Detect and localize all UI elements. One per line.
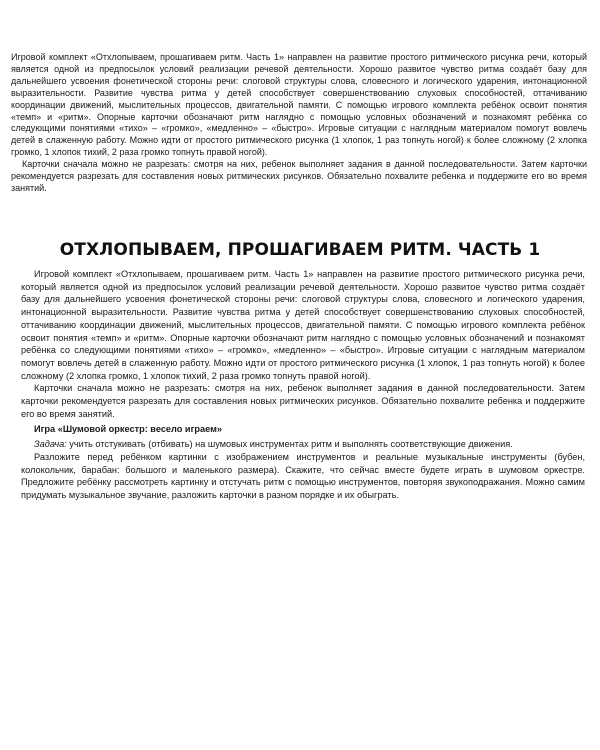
task-text: учить отстукивать (отбивать) на шумовых инструментах ритм и выполнять соответствующие движения. [66,439,513,450]
page-title: ОТХЛОПЫВАЕМ, ПРОШАГИВАЕМ РИТМ. ЧАСТЬ 1 [59,240,541,260]
task-label: Задача: [34,439,67,450]
instructions-paragraph: Разложите перед ребёнком картинки с изображением инструментов и реальные музыкальные инструменты (бубен, колокольчик, барабан: большого и маленького размера). Скажите, что сейчас вместе будете играть в шумовом оркестре. Предложите ребёнку рассмотреть картинку и отстучать ритм с помощью инструментов, повторяя звукоподражания. Можно самим придумать музыкальное звучание, разложить карточки в разном порядке и их обыграть. [21,451,585,500]
top-paragraph-2: Карточки сначала можно не разрезать: смотря на них, ребенок выполняет задания в данной последовательности. Затем карточки рекомендуется разрезать для составления новых ритмических рисунков. Обязательно похвалите ребенка и поддержите его во время занятий. [11,159,587,193]
body-text [21,268,585,502]
task-paragraph [21,438,585,451]
intro-paragraph-1: Игровой комплект «Отхлопываем, прошагиваем ритм. Часть 1» направлен на развитие простого ритмического рисунка речи, который является одной из предпосылок условий реализации речевой деятельности. Хорошо развитое чувство ритма создаёт базу для дальнейшего усвоения фонетической стороны речи: слоговой структуры слова, словесного и логического ударения, интонационной выразительности. Развитие чувства ритма у детей способствует совершенствованию слуховых способностей, оттачиванию координации движений, мыслительных процессов, двигательной памяти. С помощью игрового комплекта ребёнок освоит понятия «темп» и «ритм». Опорные карточки обозначают ритм наглядно с помощью условных обозначений и познакомят ребёнка со следующими понятиями «тихо» – «громко», «медленно» – «быстро». Игровые ситуации с наглядным материалом помогут вовлечь детей в слаженную работу. Можно идти от простого ритмического рисунка (1 хлопок, 1 раз топнуть ногой) к более сложному (2 хлопка громко, 1 хлопок тихий, 2 раза громко топнуть правой ногой). [21,269,585,381]
intro-paragraph-2: Карточки сначала можно не разрезать: смотря на них, ребенок выполняет задания в данной последовательности. Затем карточки рекомендуется разрезать для составления новых ритмических рисунков. Обязательно похвалите ребенка и поддержите его во время занятий. [21,383,585,419]
top-paragraph-1: Игровой комплект «Отхлопываем, прошагиваем ритм. Часть 1» направлен на развитие простого ритмического рисунка речи, который является одной из предпосылок условий реализации речевой деятельности. Хорошо развитое чувство ритма создаёт базу для дальнейшего усвоения фонетической стороны речи: слоговой структуры слова, словесного и логического ударения, интонационной выразительности. Развитие чувства ритма у детей способствует совершенствованию слуховых способностей, оттачиванию координации движений, мыслительных процессов, двигательной памяти. С помощью игрового комплекта ребёнок освоит понятия «темп» и «ритм». Опорные карточки обозначают ритм наглядно с помощью условных обозначений и познакомят ребёнка со следующими понятиями «тихо» – «громко», «медленно» – «быстро». Игровые ситуации с наглядным материалом помогут вовлечь детей в слаженную работу. Можно идти от простого ритмического рисунка (1 хлопок, 1 раз топнуть ногой) к более сложному (2 хлопка громко, 1 хлопок тихий, 2 раза громко топнуть правой ногой). [11,52,587,158]
top-text-block [11,52,587,195]
game-title: Игра «Шумовой оркестр: весело играем» [34,424,223,435]
